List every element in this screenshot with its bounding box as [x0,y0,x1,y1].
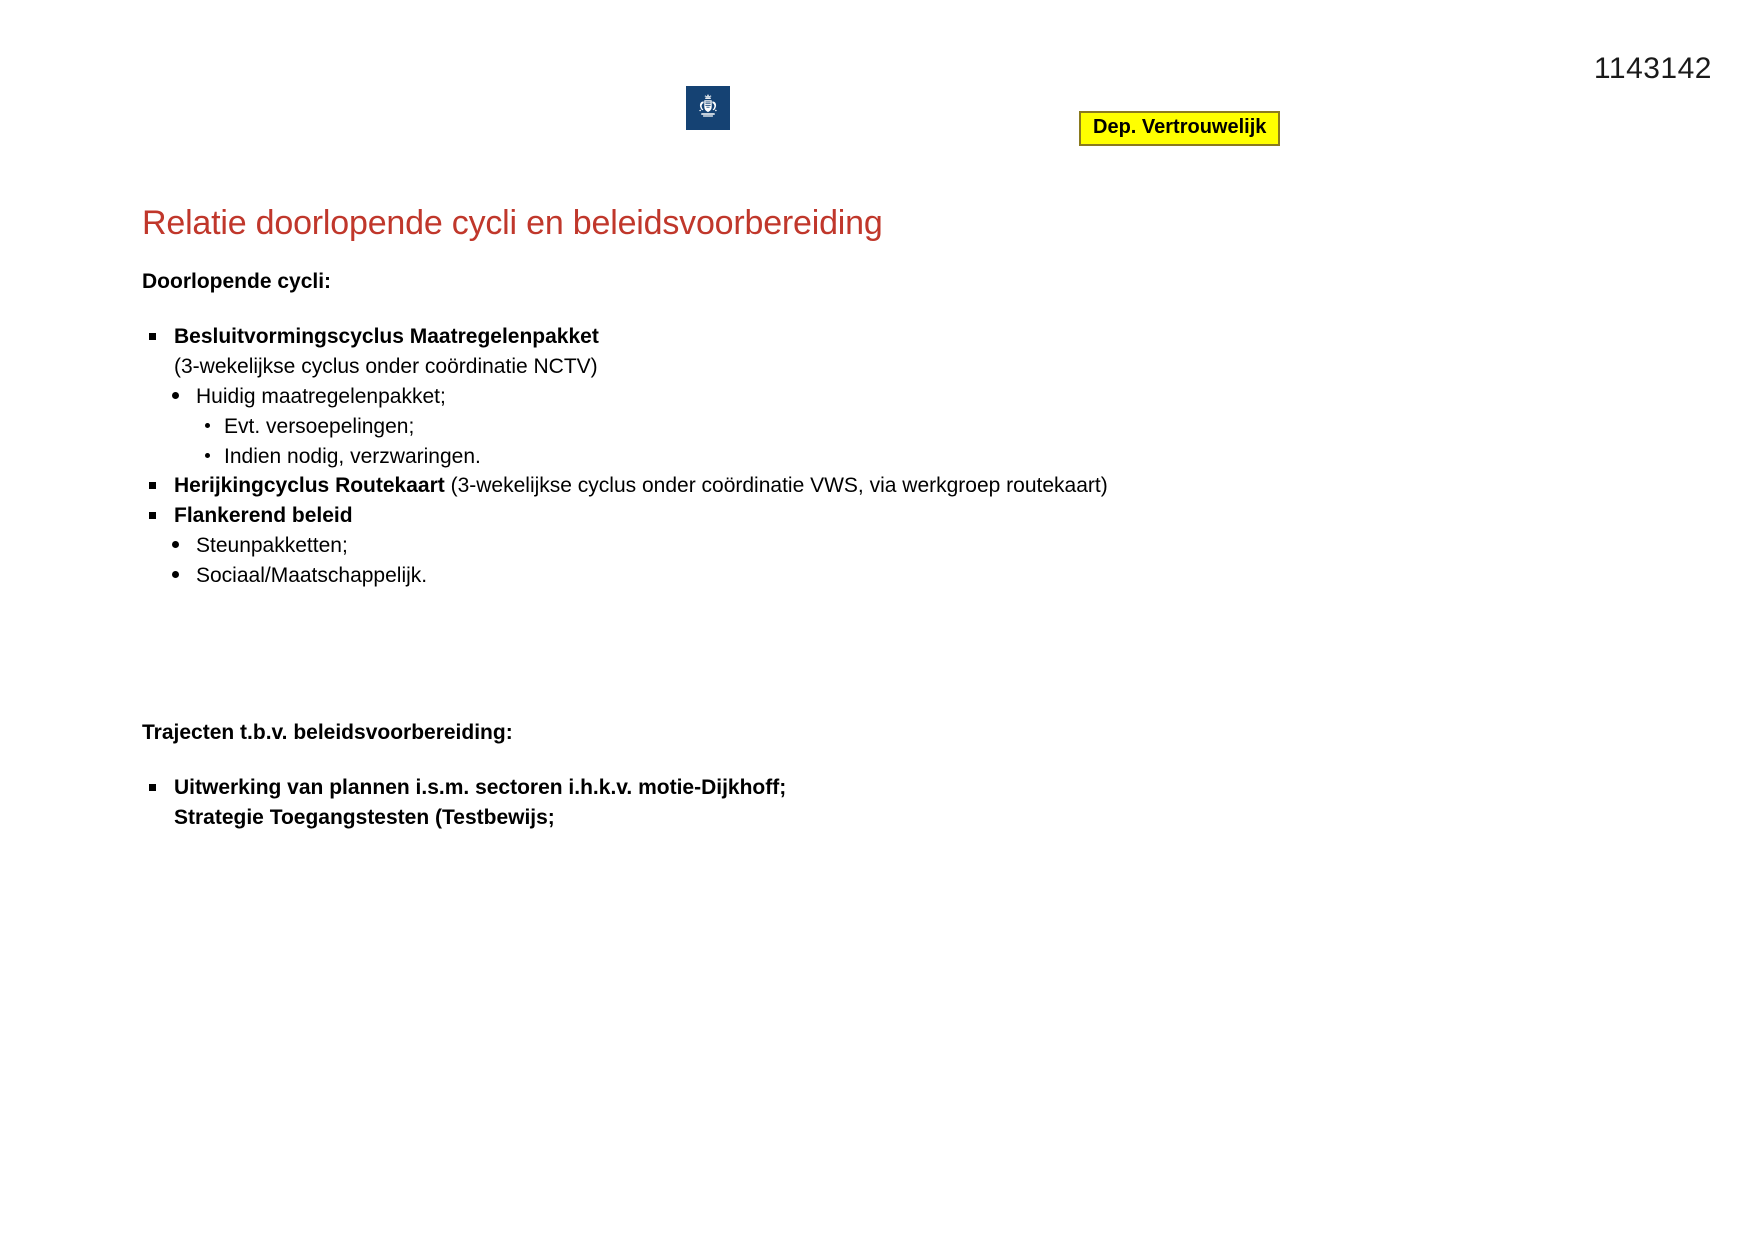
section-heading-doorlopende-cycli: Doorlopende cycli: [142,270,332,293]
list-item [142,471,1562,501]
list-item-label: Sociaal/Maatschappelijk. [196,563,428,587]
coat-of-arms-icon [693,93,723,123]
list-item-continuation: (3-wekelijkse cyclus onder coördinatie NCTV) [174,355,598,379]
list-item-detail: (3-wekelijkse cyclus onder coördinatie VWS, via werkgroep routekaart) [444,474,1108,498]
list-item [142,322,1562,352]
list-item [142,501,1562,531]
spacer [142,296,1562,322]
bullet-list-trajecten [142,773,1562,803]
list-item [142,773,1562,803]
list-item-label: Indien nodig, verzwaringen. [224,444,481,468]
square-bullet-icon [149,482,156,489]
dot-bullet-icon [172,541,179,548]
rijksoverheid-logo [686,86,730,130]
square-bullet-icon [149,333,156,340]
list-item [166,561,1562,591]
page-number: 1143142 [1593,52,1712,85]
list-item-label: Flankerend beleid [174,504,353,528]
list-item-label: Huidig maatregelenpakket; [196,384,446,408]
list-item-label: Besluitvormingscyclus Maatregelenpakket [174,325,599,349]
list-item-label: Herijkingcyclus Routekaart [174,474,445,498]
list-item [166,531,1562,561]
list-item [198,412,1562,442]
list-item [166,382,1562,412]
square-bullet-icon [149,784,156,791]
bullet-subsublist [166,412,1562,472]
page-title: Relatie doorlopende cycli en beleidsvoorbereiding [142,204,883,242]
bullet-list-doorlopende-cycli [142,322,1562,590]
bullet-sublist [142,531,1562,591]
dot-bullet-icon [205,453,210,458]
dot-bullet-icon [205,423,210,428]
list-item-label: Uitwerking van plannen i.s.m. sectoren i.h.k.v. motie-Dijkhoff; [174,776,787,799]
clipped-overflow-line: Strategie Toegangstesten (Testbewijs; [174,805,555,829]
dot-bullet-icon [172,392,179,399]
square-bullet-icon [149,512,156,519]
dot-bullet-icon [172,571,179,578]
spacer [142,591,1562,719]
list-item-label: Evt. versoepelingen; [224,414,415,438]
spacer [142,747,1562,773]
classification-badge: Dep. Vertrouwelijk [1079,111,1280,146]
list-item [198,442,1562,472]
list-item-label: Steunpakketten; [196,534,348,558]
content-body [142,268,1562,829]
section-heading-trajecten: Trajecten t.b.v. beleidsvoorbereiding: [142,720,513,744]
bullet-sublist [142,382,1562,471]
